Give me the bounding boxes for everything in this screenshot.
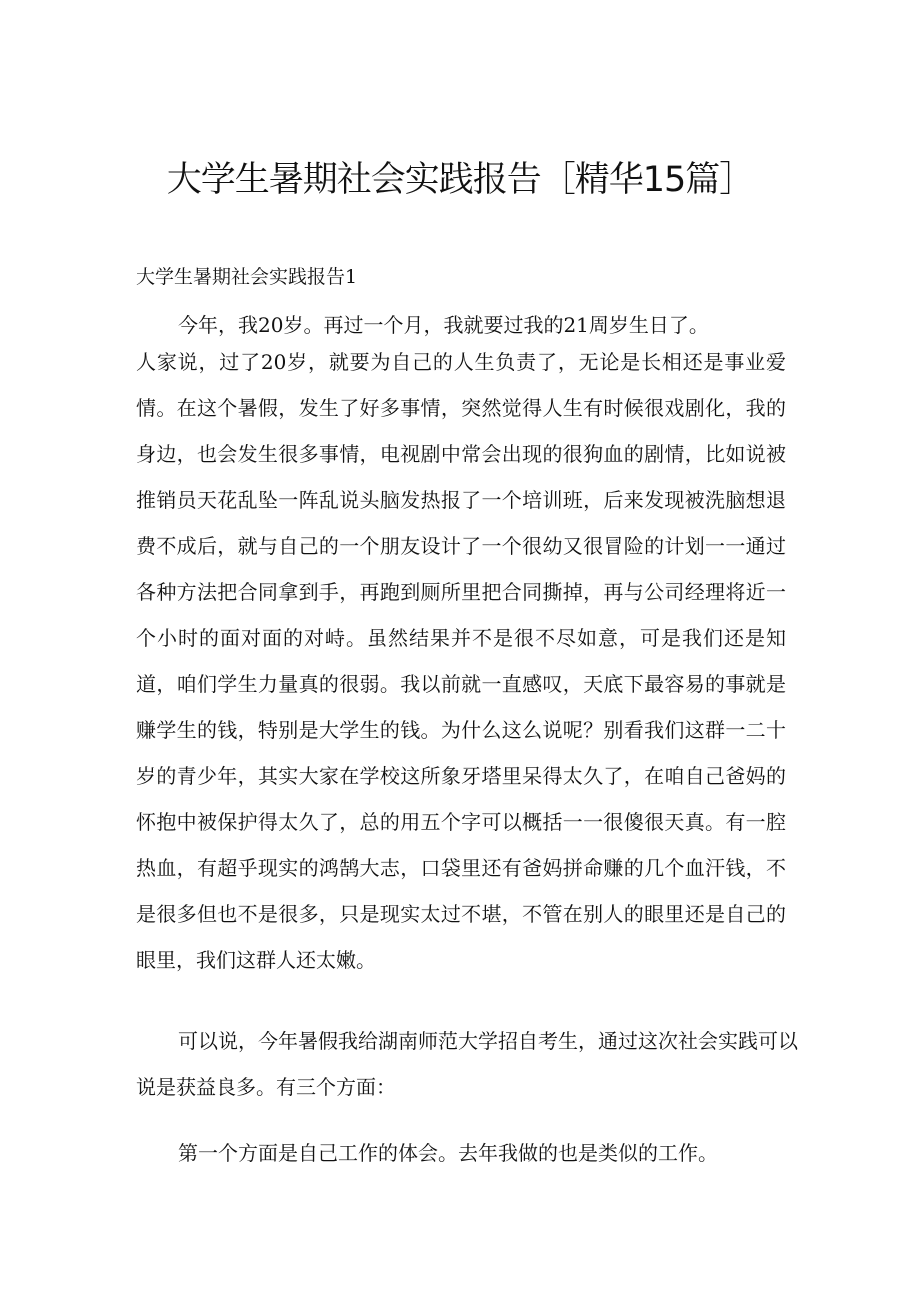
section-heading: 大学生暑期社会实践报告1 xyxy=(136,266,358,288)
paragraph-line: 情。在这个暑假，发生了好多事情，突然觉得人生有时候很戏剧化，我的 xyxy=(136,396,786,420)
paragraph-line: 岁的青少年，其实大家在学校这所象牙塔里呆得太久了，在咱自己爸妈的 xyxy=(136,764,786,788)
paragraph-line: 各种方法把合同拿到手，再跑到厕所里把合同撕掉，再与公司经理将近一 xyxy=(136,580,786,604)
paragraph-line: 说是获益良多。有三个方面： xyxy=(136,1075,396,1099)
paragraph-line: 可以说，今年暑假我给湖南师范大学招自考生，通过这次社会实践可以 xyxy=(178,1029,798,1053)
paragraph-line: 怀抱中被保护得太久了，总的用五个字可以概括一一很傻很天真。有一腔 xyxy=(136,810,786,834)
paragraph-3 xyxy=(136,1018,798,1110)
paragraph-line: 第一个方面是自己工作的体会。去年我做的也是类似的工作。 xyxy=(178,1141,718,1165)
paragraph-line: 费不成后，就与自己的一个朋友设计了一个很幼又很冒险的计划一一通过 xyxy=(136,534,786,558)
paragraph-line: 热血，有超乎现实的鸿鹄大志，口袋里还有爸妈拼命赚的几个血汗钱，不 xyxy=(136,856,786,880)
paragraph-line: 推销员天花乱坠一阵乱说头脑发热报了一个培训班，后来发现被洗脑想退 xyxy=(136,488,786,512)
paragraph-line: 道，咱们学生力量真的很弱。我以前就一直感叹，天底下最容易的事就是 xyxy=(136,672,786,696)
paragraph-line: 今年，我20岁。再过一个月，我就要过我的21周岁生日了。 xyxy=(178,313,709,337)
paragraph-line: 身边，也会发生很多事情，电视剧中常会出现的很狗血的剧情，比如说被 xyxy=(136,442,786,466)
paragraph-line: 眼里，我们这群人还太嫩。 xyxy=(136,948,376,972)
paragraph-4 xyxy=(136,1130,786,1176)
document-title: 大学生暑期社会实践报告［精华15篇］ xyxy=(166,160,754,200)
paragraph-line: 是很多但也不是很多，只是现实太过不堪，不管在别人的眼里还是自己的 xyxy=(136,902,786,926)
paragraph-line: 赚学生的钱，特别是大学生的钱。为什么这么说呢？别看我们这群一二十 xyxy=(136,718,786,742)
paragraph-line: 人家说，过了20岁，就要为自己的人生负责了，无论是长相还是事业爱 xyxy=(136,350,786,374)
paragraph-2 xyxy=(136,339,786,983)
paragraph-line: 个小时的面对面的对峙。虽然结果并不是很不尽如意，可是我们还是知 xyxy=(136,626,786,650)
